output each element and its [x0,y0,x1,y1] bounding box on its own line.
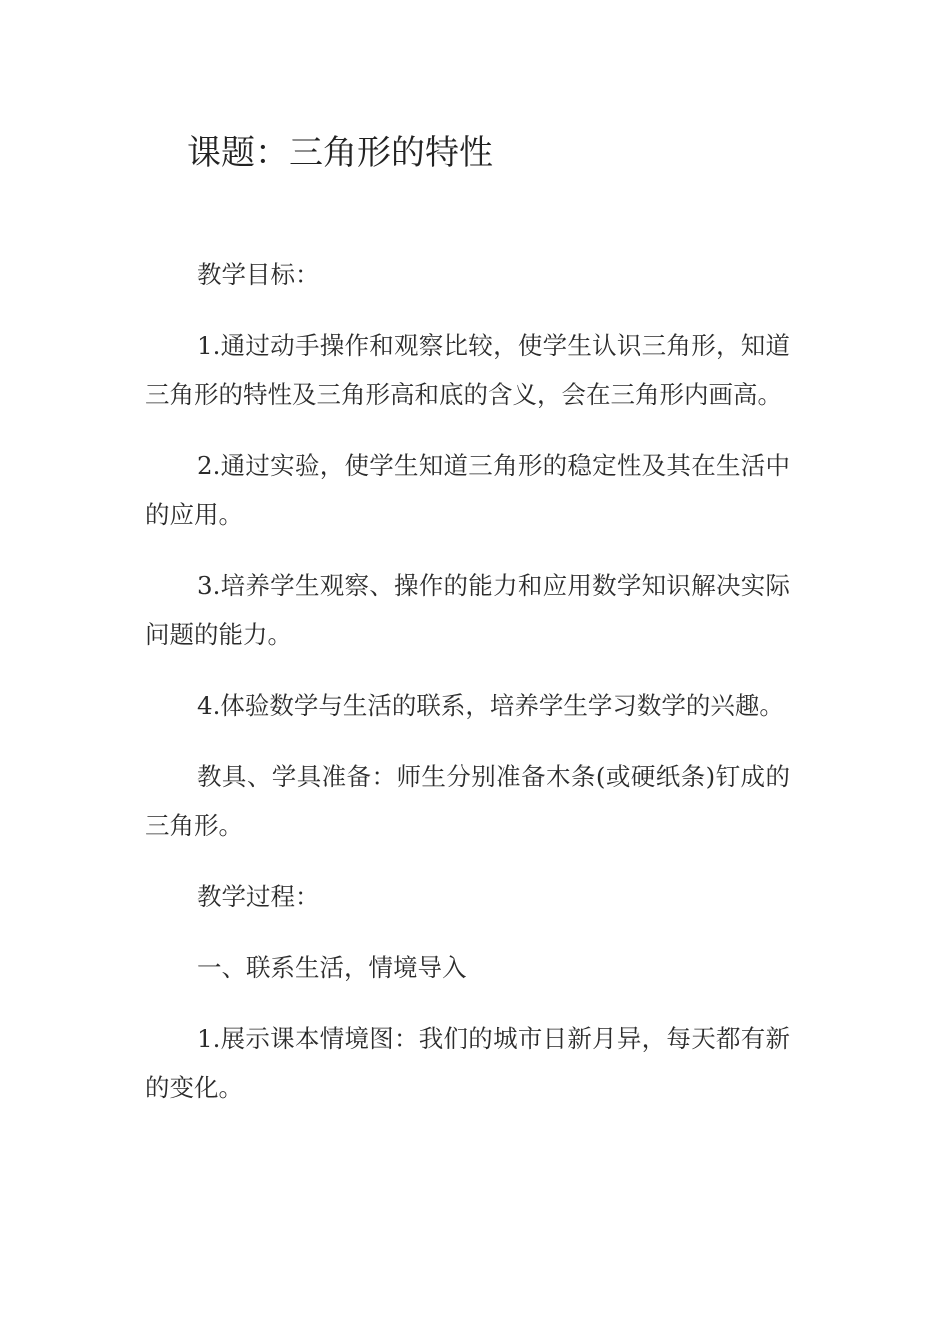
paragraph-goal-3: 3.培养学生观察、操作的能力和应用数学知识解决实际问题的能力。 [145,571,790,649]
paragraph-process-heading: 教学过程： [197,882,320,911]
paragraph-step-1: 1.展示课本情境图：我们的城市日新月异，每天都有新的变化。 [145,1024,790,1102]
document-title: 课题：三角形的特性 [187,133,493,173]
paragraph-materials: 教具、学具准备：师生分别准备木条(或硬纸条)钉成的三角形。 [145,762,790,840]
paragraph-teaching-goals-heading: 教学目标： [197,260,320,289]
paragraph-section-1-heading: 一、联系生活，情境导入 [197,953,467,982]
document-body [145,250,790,1134]
paragraph-goal-4: 4.体验数学与生活的联系，培养学生学习数学的兴趣。 [197,691,784,720]
paragraph-goal-1: 1.通过动手操作和观察比较，使学生认识三角形，知道三角形的特性及三角形高和底的含义，会在三角形内画高。 [145,331,790,409]
paragraph-goal-2: 2.通过实验，使学生知道三角形的稳定性及其在生活中的应用。 [145,451,790,529]
